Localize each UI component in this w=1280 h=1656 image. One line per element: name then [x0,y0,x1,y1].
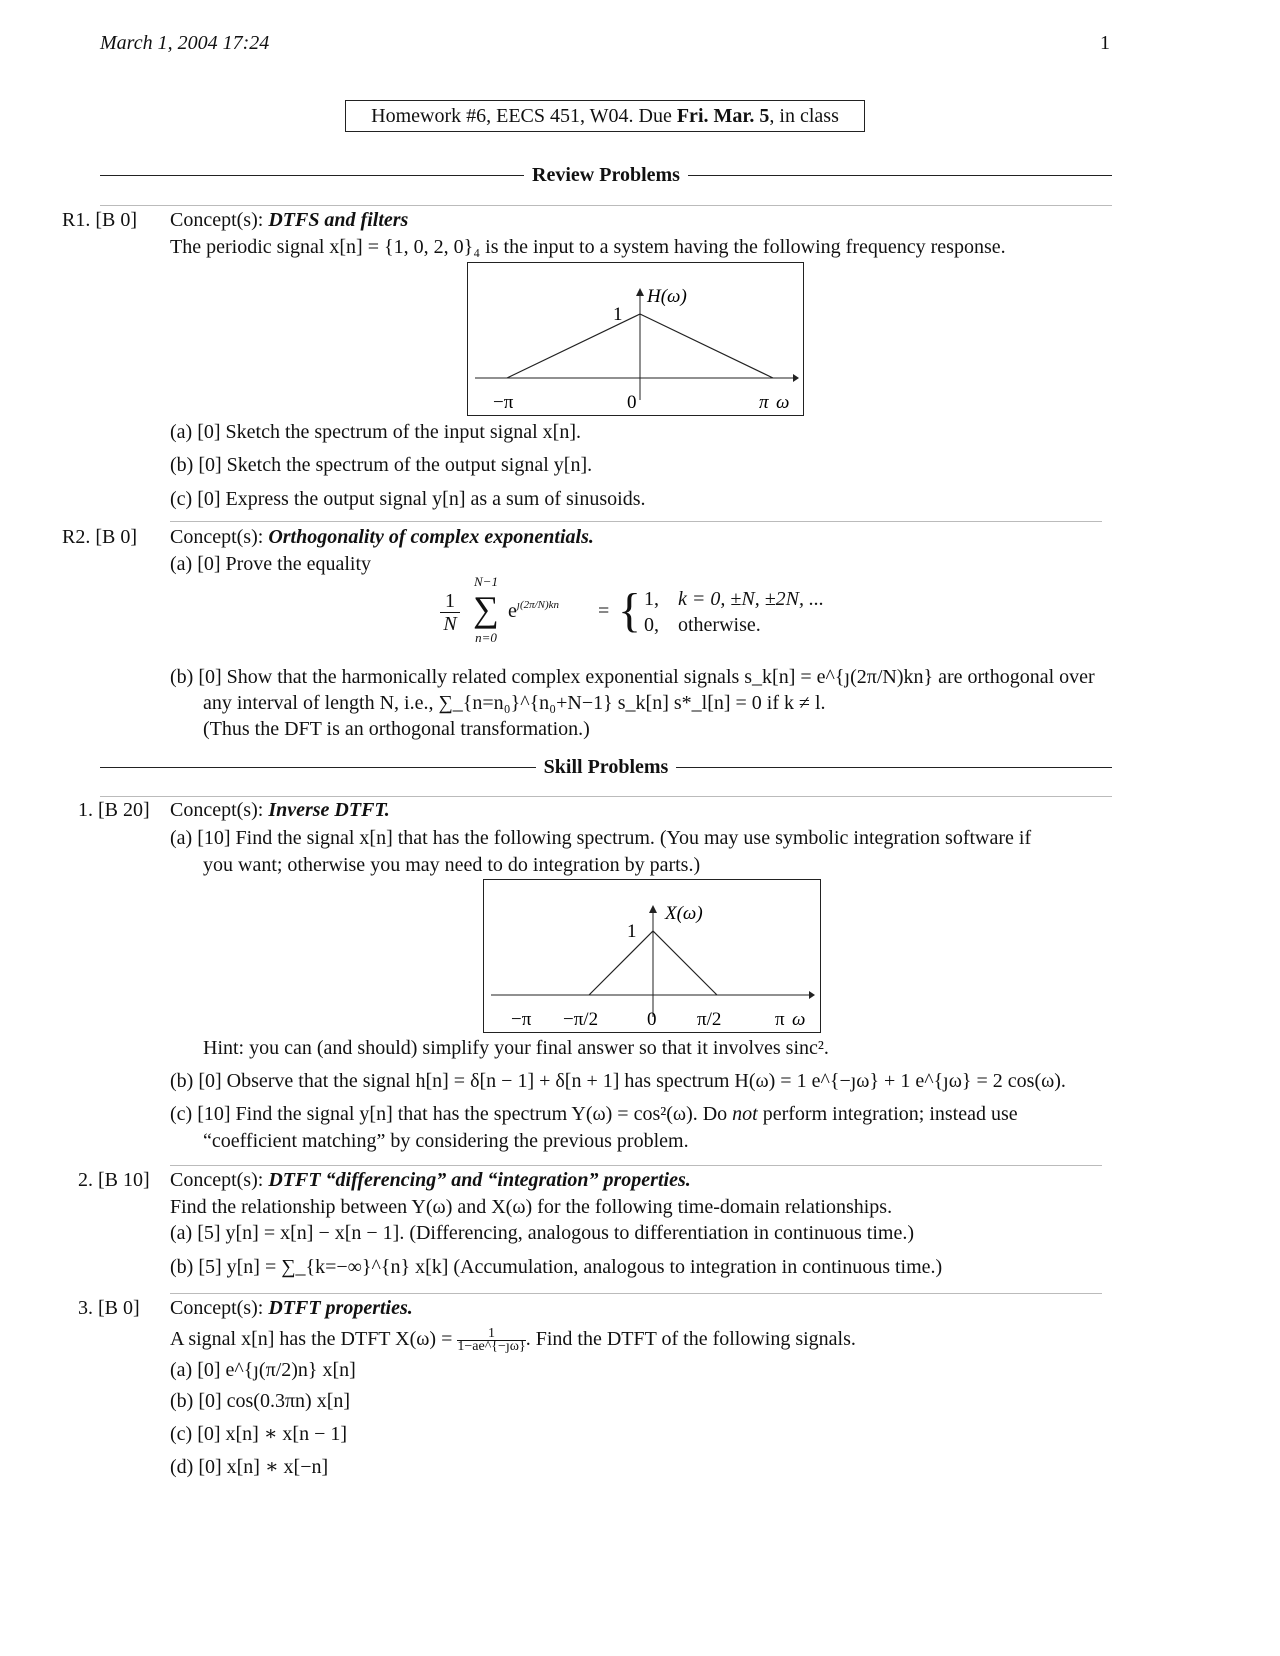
part-c-line1: (c) [10] Find the signal y[n] that has the spectrum Y(ω) = cos²(ω). Do not perform integration; instead use [170,1103,1018,1125]
header-date: March 1, 2004 17:24 [100,32,270,54]
part-b-line1: (b) [0] Show that the harmonically related complex exponential signals s_k[n] = e^{ȷ(2π/N)kn} are orthogonal over [170,666,1095,688]
tick-label: −π/2 [563,1009,599,1030]
problem-label: 3. [B 0] [78,1297,140,1319]
part-b-line2: any interval of length N, i.e., ∑_{n=n₀}^{n₀+N−1} s_k[n] s*_l[n] = 0 if k ≠ l. [203,692,826,714]
concept: Concept(s): DTFT “differencing” and “integration” properties. [170,1169,691,1191]
due-date: Fri. Mar. 5 [676,105,770,127]
section-title: Review Problems [532,164,680,186]
title-prefix: Homework #6, EECS 451, W04. Due [371,105,677,127]
equals: = [598,600,610,622]
part-b: (b) [5] y[n] = ∑_{k=−∞}^{n} x[k] (Accumulation, analogous to integration in continuous time.) [170,1256,943,1278]
problem-label: 2. [B 10] [78,1169,150,1191]
peak-label: 1 [627,921,637,942]
part-b-line3: (Thus the DFT is an orthogonal transformation.) [203,718,590,740]
hint: Hint: you can (and should) simplify your final answer so that it involves sinc². [203,1037,829,1059]
section-title: Skill Problems [543,756,669,778]
lhs-fraction: 1 N [440,590,460,635]
part-a: (a) [5] y[n] = x[n] − x[n − 1]. (Differencing, analogous to differentiation in continuous time.) [170,1222,915,1244]
part-c-line2: “coefficient matching” by considering the previous problem. [203,1130,689,1152]
part-c: (c) [0] Express the output signal y[n] as a sum of sinusoids. [170,488,646,510]
problem-text: A signal x[n] has the DTFT X(ω) = $\frac{1}{1-ae\^{}\{-ȷ\omega\}}$ . Find the DTFT of the following signals. [170,1325,856,1354]
figure-h-omega [467,262,804,416]
part-a: (a) [0] e^{ȷ(π/2)n} x[n] [170,1359,356,1381]
section-skill [100,756,1112,779]
part-c: (c) [0] x[n] ∗ x[n − 1] [170,1423,348,1445]
tick-label: π [775,1009,785,1030]
problem-text: The periodic signal x[n] = {1, 0, 2, 0}₄ is the input to a system having the following frequency response. [170,236,1006,258]
figure-x-omega [483,879,821,1033]
part-a: (a) [0] Sketch the spectrum of the input signal x[n]. [170,421,581,443]
part-a: (a) [0] Prove the equality [170,553,372,575]
part-a-line2: you want; otherwise you may need to do integration by parts.) [203,854,701,876]
section-review [100,164,1112,187]
case1-value: 1, [644,588,659,610]
tick-label: −π [493,392,514,413]
exp-term: $e^{ȷ(2\pi/N)kn}$ [508,599,560,622]
part-a-line1: (a) [10] Find the signal x[n] that has the following spectrum. (You may use symbolic integration software if [170,827,1032,849]
part-b: (b) [0] cos(0.3πn) x[n] [170,1390,351,1412]
tick-label: π/2 [697,1009,722,1030]
part-d: (d) [0] x[n] ∗ x[−n] [170,1456,329,1478]
y-label: H(ω) [647,286,687,307]
concept: Concept(s): Orthogonality of complex exponentials. [170,526,594,548]
sum-lower: n=0 [475,630,497,645]
page-number: 1 [1100,32,1110,54]
peak-label: 1 [613,304,623,325]
tick-label: 0 [627,392,637,413]
brace: { [618,584,642,637]
title-suffix: , in class [769,105,839,127]
tick-label: −π [511,1009,532,1030]
problem-text: Find the relationship between Y(ω) and X(ω) for the following time-domain relationships. [170,1196,893,1218]
homework-title [345,100,865,132]
sum-upper: N−1 [474,574,498,589]
x-label: ω [776,392,790,413]
tick-label: 0 [647,1009,657,1030]
part-b: (b) [0] Observe that the signal h[n] = δ[n − 1] + δ[n + 1] has spectrum H(ω) = 1 e^{−ȷω} + 1 e^{ȷω} = 2 cos(ω). [170,1070,1066,1092]
sum-sign: ∑ [473,589,499,629]
x-label: ω [792,1009,806,1030]
concept: Concept(s): Inverse DTFT. [170,799,390,821]
part-b: (b) [0] Sketch the spectrum of the output signal y[n]. [170,454,593,476]
case1-condition: k = 0, ±N, ±2N, ... [678,588,825,610]
equation [440,574,900,650]
case2-value: 0, [644,614,659,636]
concept: Concept(s): DTFS and filters [170,209,409,231]
tick-label: π [759,392,769,413]
concept: Concept(s): DTFT properties. [170,1297,413,1319]
case2-condition: otherwise. [678,614,761,636]
problem-label: R1. [B 0] [62,209,137,231]
problem-label: R2. [B 0] [62,526,137,548]
problem-label: 1. [B 20] [78,799,150,821]
y-label: X(ω) [665,903,703,924]
